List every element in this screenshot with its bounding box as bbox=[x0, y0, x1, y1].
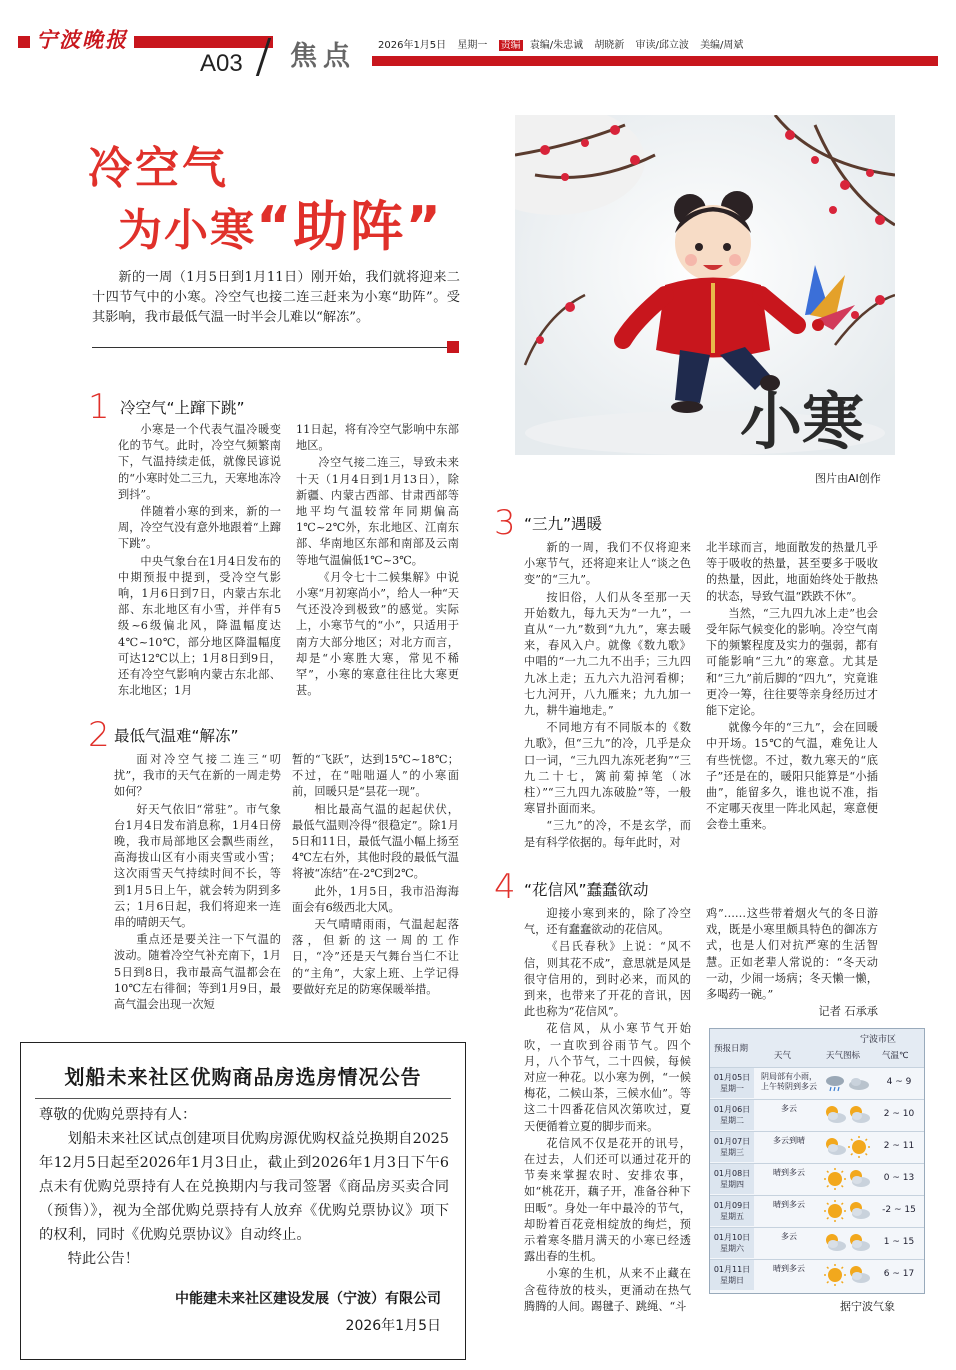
notice-rule bbox=[35, 1098, 451, 1099]
sun-icon bbox=[824, 1200, 846, 1222]
section1-col2 bbox=[296, 422, 459, 700]
partly-cloudy-icon bbox=[850, 1202, 870, 1219]
headline bbox=[88, 140, 443, 260]
issue-date: 2026年1月5日 bbox=[378, 40, 447, 51]
section3-title: “三九”遇暖 bbox=[524, 515, 603, 533]
paragraph: 11日起，将有冷空气影响中东部地区。 bbox=[296, 423, 459, 453]
section2-col2 bbox=[292, 752, 459, 999]
sun-icon bbox=[848, 1136, 870, 1158]
section1-title: 冷空气“上蹿下跳” bbox=[120, 399, 245, 417]
notice-closing: 特此公告！ bbox=[67, 1251, 140, 1267]
notice-salutation: 尊敬的优购兑票持有人： bbox=[39, 1107, 197, 1123]
weather-temperature: 2 ~ 10 bbox=[883, 1109, 915, 1119]
paragraph: 北半球而言，地面散发的热量几乎等于吸收的热量，甚至要多于吸收的热量，因此，地面始终处于散热的状态，导致气温“跌跌不休”。 bbox=[706, 541, 878, 603]
housing-notice bbox=[20, 1042, 466, 1360]
section2-col1 bbox=[114, 752, 281, 1014]
weather-row bbox=[710, 1163, 924, 1194]
section4-col2 bbox=[706, 906, 878, 1021]
notice-text: 划船未来社区试点创建项目优购房源优购权益兑换期自2025年12月5日起至2026年1月3日止，截止到2026年1月3日下午6点未有优购兑票持有人在兑换期内与我司签署《商品房买卖合同（预售）》，视为全部优购兑票持有人放弃《优购兑票协议》项下的权利，同时《优购兑票协议》自动终止。 bbox=[39, 1131, 449, 1243]
weather-date: 01月08日 星期四 bbox=[710, 1164, 754, 1194]
section3-col1 bbox=[524, 540, 691, 852]
weather-temperature: -2 ~ 15 bbox=[882, 1205, 916, 1215]
notice-date: 2026年1月5日 bbox=[345, 1318, 441, 1334]
weather-row bbox=[710, 1131, 924, 1162]
headline-line2-b: “助阵” bbox=[256, 195, 443, 258]
paragraph: 天气晴晴雨雨，气温起起落落，但新的这一周的工作日，“冷”还是天气舞台当仁不让的“主角”，大家上班、上学记得要做好充足的防寒保暖举措。 bbox=[292, 918, 459, 996]
cloud-icon bbox=[849, 1078, 869, 1090]
newspaper-logo: 宁波晚报 bbox=[30, 24, 134, 54]
weather-row bbox=[710, 1259, 924, 1290]
editor2: 胡晓新 bbox=[594, 40, 625, 51]
weather-date: 01月10日 星期六 bbox=[710, 1228, 754, 1258]
section2-number: 2 bbox=[88, 715, 110, 755]
paragraph: 迎接小寒到来的，除了冷空气，还有蠢蠢欲动的花信风。 bbox=[524, 907, 691, 937]
sun-icon bbox=[824, 1168, 846, 1190]
weather-temperature: 0 ~ 13 bbox=[883, 1173, 915, 1183]
paragraph: 花信风，从小寒节气开始吹，一直吹到谷雨节气。四个月，八个节气，二十四候，每候对应一种花。以小寒为例，“一候梅花，二候山茶，三候水仙”。等这二十四番花信风次第吹过，夏天便循着立夏的脚步而来。 bbox=[524, 1022, 691, 1133]
lead-paragraph: 新的一周（1月5日到1月11日）刚开始，我们就将迎来二十四节气中的小寒。冷空气也接二连三赶来为小寒“助阵”。受其影响，我市最低气温一时半会儿难以“解冻”。 bbox=[92, 270, 460, 325]
illustration-credit: 图片由AI创作 bbox=[815, 472, 881, 485]
weather-date: 01月06日 星期二 bbox=[710, 1100, 754, 1130]
weather-icons bbox=[822, 1263, 872, 1287]
reviewers: 审读/邱立波 bbox=[635, 40, 689, 51]
lead-square bbox=[447, 341, 459, 353]
headline-line2 bbox=[88, 195, 443, 260]
weather-temperature: 6 ~ 17 bbox=[883, 1269, 915, 1279]
paragraph: 花信风不仅是花开的讯号，在过去，人们还可以通过花开的节奏来掌握农时、安排农事，如“桃花开，藕子开，准备谷种下田畈”。身处一年中最冷的节气，却盼着百花竞相绽放的绚烂，预示着寒冬腊月满天的小寒已经透露出春的生机。 bbox=[524, 1136, 691, 1264]
paragraph: 按旧俗，人们从冬至那一天开始数九，每九天为“一九”，一直从“一九”数到“九九”，寒去暖来，春风入户。就像《数九歌》中唱的“一九二九不出手；三九四九冰上走；五九六九沿河看柳；七九河开，八九雁来；九九加一九，耕牛遍地走。” bbox=[524, 590, 691, 718]
illustration-calligraphy: 小寒 bbox=[740, 385, 865, 455]
issue-weekday: 星期一 bbox=[457, 40, 488, 51]
section2-title: 最低气温难“解冻” bbox=[114, 727, 239, 745]
weather-header-weather: 天气 bbox=[774, 1051, 792, 1061]
paragraph: 鸡”……这些带着烟火气的冬日游戏，既是小寒里颇具特色的御冻方式，也是人们对抗严寒的生活智慧。正如老辈人常说的：“冬天动一动，少闹一场病；冬天懒一懒，多喝药一碗。” bbox=[706, 907, 878, 1002]
weather-source: 据宁波气象 bbox=[840, 1300, 895, 1313]
weather-condition: 多云 bbox=[781, 1104, 797, 1113]
paragraph: 小寒的生机，从来不止藏在含苞待放的枝头，更涌动在热气腾腾的人间。踢毽子、跳绳、“斗 bbox=[524, 1267, 691, 1313]
paragraph: 就像今年的“三九”，会在回暖中开场。15℃的气温，难免让人有些恍惚。不过，数九寒天的“底子”还是在的，暖阳只能算是“小插曲”，能留多久，谁也说不准，指不定哪天夜里一阵北风起，寒意便会卷土重来。 bbox=[706, 721, 878, 832]
partly-cloudy-icon bbox=[850, 1266, 870, 1283]
page-number: A03 bbox=[200, 50, 243, 77]
header-info bbox=[378, 36, 751, 51]
paragraph: 《吕氏春秋》上说：“风不信，则其花不成”，意思就是风是很守信用的，到时必来，而风的到来，也带来了开花的音讯，因此也称为“花信风”。 bbox=[524, 940, 691, 1019]
weather-header-icon: 天气图标 bbox=[826, 1051, 861, 1061]
weather-temperature: 4 ~ 9 bbox=[886, 1077, 912, 1087]
sun-icon bbox=[824, 1264, 846, 1286]
weather-icons bbox=[822, 1167, 872, 1191]
weather-row bbox=[710, 1099, 924, 1130]
paragraph: 《月令七十二候集解》中说小寒“月初寒尚小”，给人一种“天气还没冷到极致”的感觉。实际上，小寒节气的“小”，只适用于南方大部分地区；对北方而言，却是“小寒胜大寒，常见不稀罕”，小寒的寒意往往比大寒更甚。 bbox=[296, 570, 459, 698]
paragraph: 中央气象台在1月4日发布的中期预报中提到，受冷空气影响，1月6日到7日，内蒙古东北部、东北地区有小雪，并伴有5级~6级偏北风，降温幅度达4℃~10℃，部分地区降温幅度可达12℃以上；1月8日到9日，还有冷空气影响内蒙古东北部、东北地区；1月 bbox=[118, 554, 281, 698]
weather-condition: 晴到多云 bbox=[773, 1200, 805, 1209]
partly-cloudy-icon bbox=[826, 1138, 846, 1155]
weather-header-date: 预报日期 bbox=[714, 1044, 749, 1054]
paragraph: 此外，1月5日，我市沿海海面会有6级西北大风。 bbox=[292, 884, 459, 914]
section3-number: 3 bbox=[494, 503, 516, 543]
weather-condition: 晴到多云 bbox=[773, 1264, 805, 1273]
weather-date: 01月07日 星期三 bbox=[710, 1132, 754, 1162]
paragraph: 冷空气接二连三，导致未来十天（1月4日到1月13日），除新疆、内蒙古西部、甘肃西部等地平均气温较常年同期偏高1℃~2℃外，东北地区、江南东部、华南地区东部和南部及云南等地气温偏低1℃~3℃。 bbox=[296, 456, 459, 567]
designer: 美编/周斌 bbox=[700, 40, 744, 51]
editors: 袁编/朱忠诚 bbox=[529, 40, 584, 51]
headline-line1: 冷空气 bbox=[88, 143, 229, 194]
weather-icons bbox=[822, 1103, 872, 1127]
paragraph: 不同地方有不同版本的《数九歌》，但“三九”的冷，几乎是众口一词，“三九四九冻死老狗”“三九二十七，篱前菊掉笔（冰柱）”“三九四九冻破脸”等，一般寒冒扑面而来。 bbox=[524, 721, 691, 816]
weather-icons bbox=[822, 1071, 872, 1095]
section3-col2 bbox=[706, 540, 878, 835]
weather-icons bbox=[822, 1199, 872, 1223]
reporter-byline: 记者 石承承 bbox=[818, 1005, 878, 1019]
lead-rule bbox=[92, 347, 447, 348]
weather-temperature: 1 ~ 15 bbox=[883, 1237, 915, 1247]
notice-organization: 中能建未来社区建设发展（宁波）有限公司 bbox=[175, 1291, 441, 1307]
paragraph: 新的一周，我们不仅将迎来小寒节气，还将迎来让人“谈之色变”的“三九”。 bbox=[524, 541, 691, 587]
paragraph: “三九”的冷，不是玄学，而是有科学依据的。每年此时，对 bbox=[524, 819, 691, 849]
section-name: 焦点 bbox=[290, 41, 356, 72]
section4-title: “花信风”蠢蠢欲动 bbox=[524, 881, 649, 899]
weather-date: 01月09日 星期五 bbox=[710, 1196, 754, 1226]
weather-icons bbox=[822, 1231, 872, 1255]
weather-condition: 多云 bbox=[781, 1232, 797, 1241]
weather-date: 01月11日 星期日 bbox=[710, 1260, 754, 1290]
partly-cloudy-icon bbox=[826, 1234, 846, 1251]
partly-cloudy-icon bbox=[850, 1170, 870, 1187]
weather-condition: 多云到晴 bbox=[773, 1136, 805, 1145]
partly-cloudy-icon bbox=[850, 1234, 870, 1251]
editor-tag: 责编 bbox=[500, 40, 521, 51]
paragraph: 相比最高气温的起起伏伏，最低气温则冷得“很稳定”。除1月5日和11日，最低气温小幅上扬至4℃左右外，其他时段的最低气温将被“冻结”在-2℃到2℃。 bbox=[292, 802, 459, 881]
weather-header bbox=[710, 1029, 924, 1067]
weather-forecast-table bbox=[709, 1028, 925, 1294]
notice-title: 划船未来社区优购商品房选房情况公告 bbox=[64, 1065, 422, 1089]
section4-number: 4 bbox=[494, 867, 516, 907]
weather-temperature: 2 ~ 11 bbox=[883, 1141, 915, 1151]
partly-cloudy-icon bbox=[826, 1106, 846, 1123]
section4-col1 bbox=[524, 906, 691, 1316]
paragraph: 暂的“飞跃”，达到15℃~18℃；不过，在“咄咄逼人”的小寒面前，回暖只是“昙花一现”。 bbox=[292, 753, 459, 799]
weather-row bbox=[710, 1067, 924, 1098]
paragraph: 重点还是要关注一下气温的波动。随着冷空气补充南下，1月5日到8日，我市最高气温都会在10℃左右徘徊；等到1月9日，最高气温会出现一次短 bbox=[114, 933, 281, 1012]
partly-cloudy-icon bbox=[850, 1106, 870, 1123]
weather-header-temp: 气温℃ bbox=[882, 1051, 909, 1061]
paragraph: 好天气依旧“常驻”。市气象台1月4日发布消息称，1月4日傍晚，我市局部地区会飘些雨丝，高海拔山区有小雨夹雪或小雪；这次雨雪天气持续时间不长，等到1月5日上午，就会转为阴到多云；1月6日起，我们将迎来一连串的晴朗天气。 bbox=[114, 802, 281, 930]
paragraph: 伴随着小寒的到来，新的一周，冷空气没有意外地跟着“上蹿下跳”。 bbox=[118, 505, 281, 551]
weather-date: 01月05日 星期一 bbox=[710, 1068, 754, 1098]
weather-city: 宁波市区 bbox=[860, 1035, 897, 1045]
notice-body bbox=[39, 1103, 449, 1271]
section1-col1 bbox=[118, 422, 281, 700]
illustration-xiaohan bbox=[515, 115, 895, 455]
paragraph: 小寒是一个代表气温冷暖变化的节气。此时，冷空气频繁南下，气温持续走低，就像民谚说的“小寒时处二三九，天寒地冻冷到抖”。 bbox=[118, 423, 281, 501]
weather-icons bbox=[822, 1135, 872, 1159]
weather-row bbox=[710, 1227, 924, 1258]
masthead-bar-right bbox=[372, 56, 938, 66]
headline-line2-a: 为小寒 bbox=[118, 205, 256, 256]
weather-row bbox=[710, 1195, 924, 1226]
section1-number: 1 bbox=[88, 387, 110, 427]
weather-condition: 晴到多云 bbox=[773, 1168, 805, 1177]
weather-condition: 阴局部有小雨，上午转阴到多云 bbox=[761, 1072, 817, 1091]
paragraph: 当然，“三九四九冰上走”也会受年际气候变化的影响。冷空气南下的频繁程度及实力的强弱，都有可能影响“三九”的寒意。尤其是和“三九”前后脚的“四九”，究竟谁更冷一筹，往往要等亲身经历过才能下定论。 bbox=[706, 606, 878, 718]
rain-icon bbox=[826, 1076, 844, 1091]
paragraph: 面对冷空气接二连三“叨扰”，我市的天气在新的一周走势如何？ bbox=[114, 753, 281, 799]
